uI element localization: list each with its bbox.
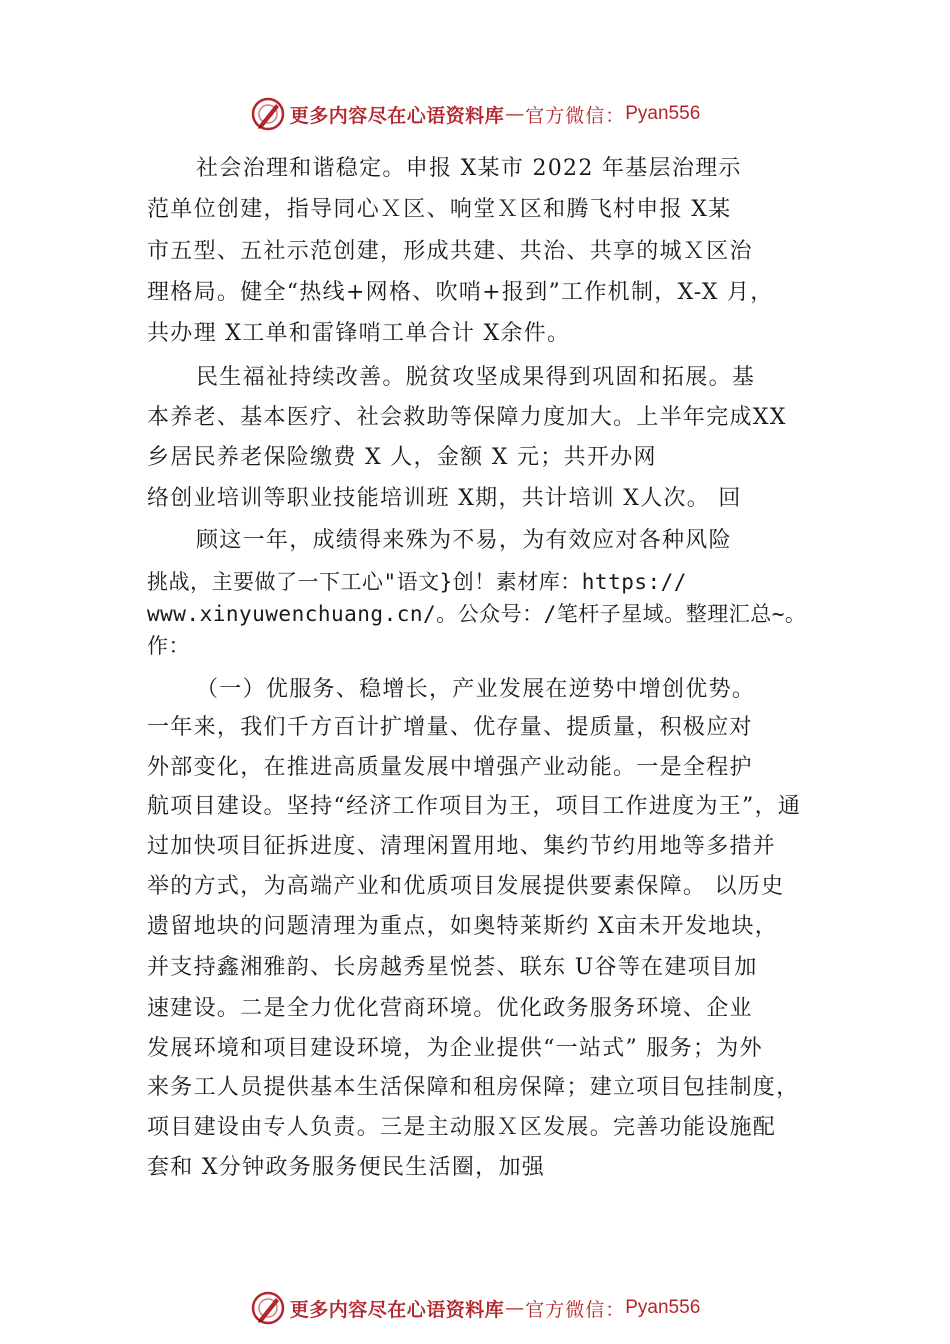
paragraph-line: 共办理 X工单和雷锋哨工单合计 X余件。: [147, 321, 571, 346]
paragraph-line: 理格局。健全“热线+网格、吹哨+报到”工作机制，X-X 月，: [147, 280, 774, 305]
paragraph-line: 举的方式，为高端产业和优质项目发展提供要素保障。 以历史: [147, 874, 785, 899]
header-wechat-id: Pyan556: [625, 103, 701, 124]
header-banner: [0, 92, 950, 136]
header-title: 更多内容尽在心语资料库: [289, 104, 505, 127]
footer-dash: —: [505, 1297, 525, 1319]
paragraph-line: 社会治理和谐稳定。申报 X某市 2022 年基层治理示: [196, 156, 742, 181]
pen-logo-icon: [250, 96, 286, 132]
paragraph-line: 项目建设由专人负责。三是主动服Ｘ区发展。完善功能设施配: [147, 1115, 777, 1140]
paragraph-line: 航项目建设。坚持“经济工作项目为王，项目工作进度为王”，通: [147, 794, 802, 819]
paragraph-line: 作：: [147, 634, 190, 658]
paragraph-line: 本养老、基本医疗、社会救助等保障力度加大。上半年完成XX: [147, 405, 787, 430]
footer-title: 更多内容尽在心语资料库: [289, 1298, 505, 1321]
paragraph-line: 民生福祉持续改善。脱贫攻坚成果得到巩固和拓展。基: [196, 365, 756, 390]
paragraph-line: 速建设。二是全力优化营商环境。优化政务服务环境、企业: [147, 996, 753, 1021]
section-heading: （一）优服务、稳增长，产业发展在逆势中增创优势。: [196, 677, 756, 702]
paragraph-line: 范单位创建，指导同心Ｘ区、响堂Ｘ区和腾飞村申报 X某: [147, 197, 732, 222]
paragraph-line: 乡居民养老保险缴费 X 人，金额 X 元；共开办网: [147, 445, 657, 470]
paragraph-line: 来务工人员提供基本生活保障和租房保障；建立项目包挂制度，: [147, 1075, 800, 1100]
paragraph-line: 套和 X分钟政务服务便民生活圈，加强: [147, 1155, 546, 1180]
paragraph-line: 络创业培训等职业技能培训班 X期，共计培训 X人次。 回: [147, 486, 742, 511]
paragraph-line: 外部变化，在推进高质量发展中增强产业动能。一是全程护: [147, 755, 753, 780]
pen-logo-icon: [250, 1290, 286, 1326]
paragraph-line: 挑战，主要做了一下工心"语文}创！素材库：https://: [147, 570, 687, 594]
paragraph-line: 一年来，我们千方百计扩增量、优存量、提质量，积极应对: [147, 715, 753, 740]
paragraph-line: 发展环境和项目建设环境，为企业提供“一站式” 服务；为外: [147, 1036, 763, 1061]
paragraph-line: 过加快项目征拆进度、清理闲置用地、集约节约用地等多措并: [147, 834, 777, 859]
paragraph-line: 市五型、五社示范创建，形成共建、共治、共享的城Ｘ区治: [147, 239, 753, 264]
header-subtitle: 官方微信：: [525, 104, 626, 127]
footer-subtitle: 官方微信：: [525, 1298, 626, 1321]
paragraph-line: 顾这一年，成绩得来殊为不易，为有效应对各种风险: [196, 528, 732, 553]
footer-banner: [0, 1286, 950, 1330]
footer-wechat-id: Pyan556: [625, 1297, 701, 1318]
paragraph-line: 并支持鑫湘雅韵、长房越秀星悦荟、联东 U谷等在建项目加: [147, 955, 758, 980]
header-dash: —: [505, 103, 525, 125]
paragraph-line: www.xinyuwenchuang.cn/。公众号：/笔杆子星域。整理汇总~。: [147, 602, 807, 626]
paragraph-line: 遗留地块的问题清理为重点，如奥特莱斯约 X亩未开发地块，: [147, 914, 779, 939]
